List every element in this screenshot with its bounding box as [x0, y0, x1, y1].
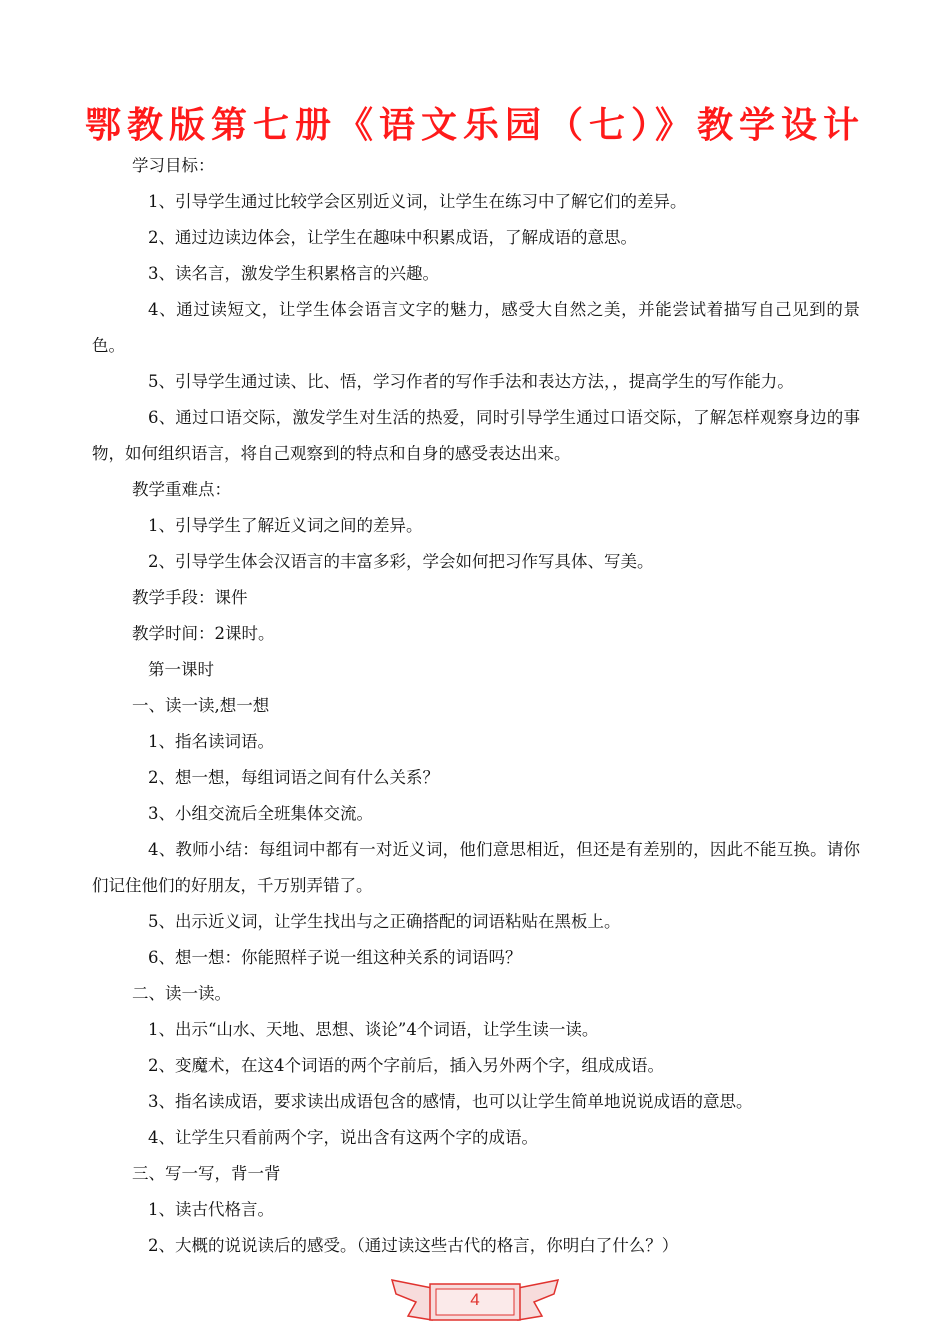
section-heading: 学习目标：	[132, 156, 215, 175]
page-number: 4	[470, 1290, 480, 1309]
list-item: 2、大概的说说读后的感受。（通过读这些古代的格言，你明白了什么？）	[148, 1236, 679, 1255]
section-heading: 教学手段：课件	[132, 588, 248, 607]
list-item: 3、指名读成语，要求读出成语包含的感情，也可以让学生简单地说说成语的意思。	[148, 1092, 753, 1111]
list-item: 1、出示“山水、天地、思想、谈论”4个词语，让学生读一读。	[148, 1020, 599, 1039]
list-item: 4、通过读短文，让学生体会语言文字的魅力，感受大自然之美，并能尝试着描写自己见到的景色。	[92, 300, 860, 355]
section-heading: 二、读一读。	[132, 984, 231, 1003]
list-item: 2、引导学生体会汉语言的丰富多彩，学会如何把习作写具体、写美。	[148, 552, 654, 571]
list-item: 3、小组交流后全班集体交流。	[148, 804, 373, 823]
list-item: 4、让学生只看前两个字，说出含有这两个字的成语。	[148, 1128, 538, 1147]
list-item: 5、出示近义词，让学生找出与之正确搭配的词语粘贴在黑板上。	[148, 912, 621, 931]
section-heading: 教学重难点：	[132, 480, 231, 499]
list-item: 2、变魔术，在这4个词语的两个字前后，插入另外两个字，组成成语。	[148, 1056, 664, 1075]
lesson-heading: 第一课时	[148, 660, 214, 679]
list-item: 1、指名读词语。	[148, 732, 274, 751]
page-number-ribbon	[390, 1272, 560, 1332]
list-item: 5、引导学生通过读、比、悟，学习作者的写作手法和表达方法，，提高学生的写作能力。	[148, 372, 794, 391]
list-item: 6、通过口语交际，激发学生对生活的热爱，同时引导学生通过口语交际，了解怎样观察身边的事物，如何组织语言，将自己观察到的特点和自身的感受表达出来。	[92, 408, 860, 463]
list-item: 1、引导学生通过比较学会区别近义词，让学生在练习中了解它们的差异。	[148, 192, 687, 211]
list-item: 3、读名言，激发学生积累格言的兴趣。	[148, 264, 439, 283]
list-item: 6、想一想：你能照样子说一组这种关系的词语吗？	[148, 948, 522, 967]
list-item: 2、通过边读边体会，让学生在趣味中积累成语，了解成语的意思。	[148, 228, 637, 247]
section-heading: 三、写一写，背一背	[132, 1164, 281, 1183]
document-title: 鄂教版第七册《语文乐园（七）》教学设计	[84, 105, 865, 146]
section-heading: 一、读一读,想一想	[132, 696, 270, 715]
list-item: 4、教师小结：每组词中都有一对近义词，他们意思相近，但还是有差别的，因此不能互换。请你们记住他们的好朋友，千万别弄错了。	[92, 840, 860, 895]
section-heading: 教学时间：2课时。	[132, 624, 275, 643]
list-item: 1、引导学生了解近义词之间的差异。	[148, 516, 423, 535]
list-item: 1、读古代格言。	[148, 1200, 274, 1219]
list-item: 2、想一想，每组词语之间有什么关系？	[148, 768, 439, 787]
document-body	[92, 148, 860, 1264]
